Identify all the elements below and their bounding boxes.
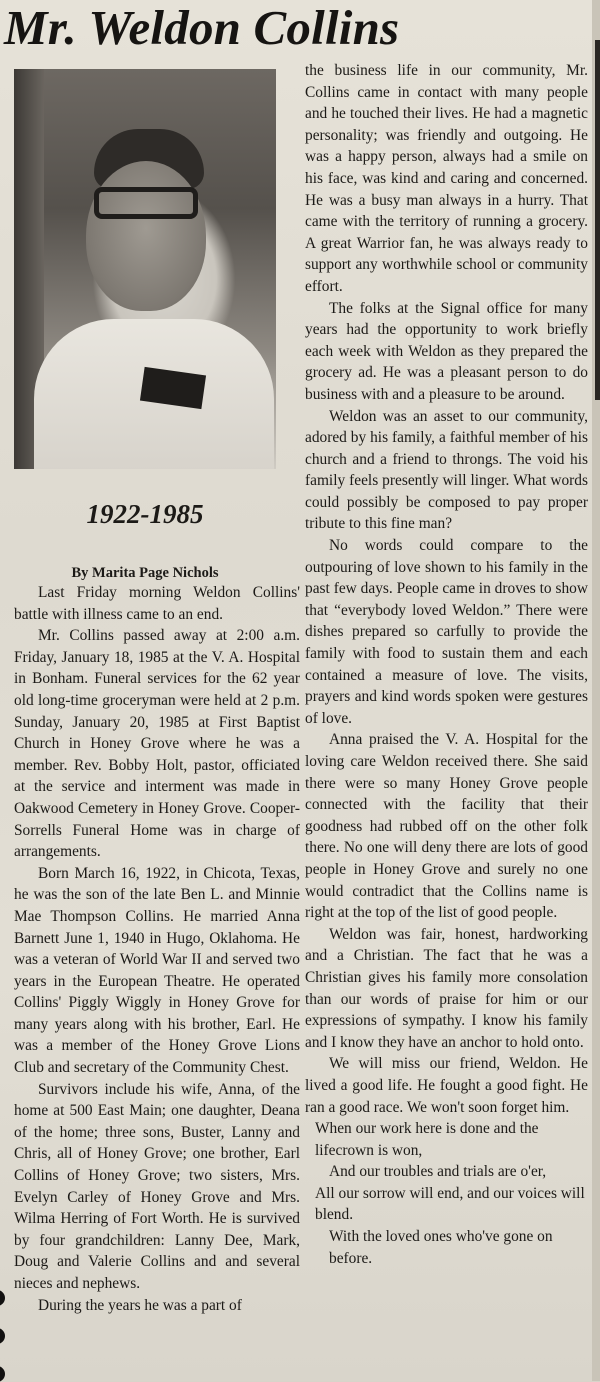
right-column <box>305 60 588 1269</box>
paragraph: Survivors include his wife, Anna, of the home at 500 East Main; one daughter, Deana of the home; three sons, Buster, Lanny and Chris, all of Honey Grove; one brother, Earl Collins of Honey Grove; two sisters, Mrs. Evelyn Carley of Honey Grove and Mrs. Wilma Herring of Fort Worth. He is survived by four grandchildren: Lanny Dee, Mark, Doug and Valerie Collins and and several nieces and nephews. <box>14 1080 300 1292</box>
page-edge-shadow <box>595 40 600 400</box>
poem-line: With the loved ones who've gone on before. <box>329 1228 553 1267</box>
binder-hole <box>0 1290 5 1306</box>
paragraph: No words could compare to the outpouring of love shown to his family in the past few days. People came in droves to show that “everybody loved Weldon.” There were dishes prepared so carfully to provide the family with food to sustain them and each contained a measure of love. The visits, prayers and kind words spoken were gestures of love. <box>305 537 588 727</box>
binder-hole <box>0 1328 5 1344</box>
paragraph: Born March 16, 1922, in Chicota, Texas, he was the son of the late Ben L. and Minnie Mae Thompson Collins. He married Anna Barnett June 1, 1940 in Hugo, Oklahoma. He was a veteran of World War II and served two years in the European Theatre. He operated Collins' Piggly Wiggly in Honey Grove for many years along with his brother, Earl. He was a member of the Honey Grove Lions Club and secretary of the Community Chest. <box>14 864 300 1077</box>
headline: Mr. Weldon Collins <box>4 0 400 55</box>
paragraph: The folks at the Signal office for many years had the opportunity to work briefly each week with Weldon as they prepared the grocery ad. He was a pleasant person to do business with and a pleasure to be around. <box>305 299 588 403</box>
poem-line: And our troubles and trials are o'er, <box>329 1163 547 1181</box>
page-edge <box>592 0 600 1381</box>
photo-face <box>86 161 206 311</box>
left-column <box>14 582 300 1316</box>
paragraph: We will miss our friend, Weldon. He lived a good life. He fought a good fight. He ran a good race. We won't soon forget him. <box>305 1055 588 1116</box>
life-years: 1922-1985 <box>86 499 204 529</box>
paragraph: Last Friday morning Weldon Collins' battle with illness came to an end. <box>14 584 300 623</box>
portrait-photo <box>14 69 276 469</box>
paragraph-continued: the business life in our community, Mr. Collins came in contact with many people and he touched their lives. He had a magnetic personality; was friendly and outgoing. He was a happy person, always had a smile on his face, was kind and caring and concerned. He was a busy man always in a hurry. That came with the territory of running a grocery. A great Warrior fan, he was always ready to support any worthwhile school or community effort. <box>305 62 588 295</box>
poem-line: When our work here is done and the lifecrown is won, <box>315 1120 539 1159</box>
paragraph: During the years he was a part of <box>38 1296 242 1314</box>
paragraph: Mr. Collins passed away at 2:00 a.m. Friday, January 18, 1985 at the V. A. Hospital in Bonham. Funeral services for the 62 year old long-time groceryman were held at 2 p.m. Sunday, January 20, 1985 at First Baptist Church in Honey Grove where he was a member. Rev. Bobby Holt, pastor, officiated at the service and interment was made in Oakwood Cemetery in Honey Grove. Cooper-Sorrells Funeral Home was in charge of arrangements. <box>14 627 300 861</box>
paragraph: Weldon was an asset to our community, adored by his family, a faithful member of his church and a friend to throngs. The void his family feels presently will linger. What words could possibly be composed to pay proper tribute to this fine man? <box>305 407 588 533</box>
paragraph: Weldon was fair, honest, hardworking and a Christian. The fact that he was a Christian gives his family more consolation than our words of praise for him or our expressions of sympathy. I know his family and I know they have an anchor to hold onto. <box>305 925 588 1051</box>
poem-line: All our sorrow will end, and our voices will blend. <box>315 1184 585 1224</box>
byline: By Marita Page Nichols <box>71 565 219 581</box>
photo-glasses <box>94 187 198 219</box>
binder-hole <box>0 1366 5 1382</box>
paragraph: Anna praised the V. A. Hospital for the loving care Weldon received there. She said there were so many Honey Grove people connected with the facility that their goodness had rubbed off on the other folk there. No one will deny there are lots of good people in Honey Grove and surely no one would contradict that the Collins name is right at the top of the list of good people. <box>305 731 588 922</box>
